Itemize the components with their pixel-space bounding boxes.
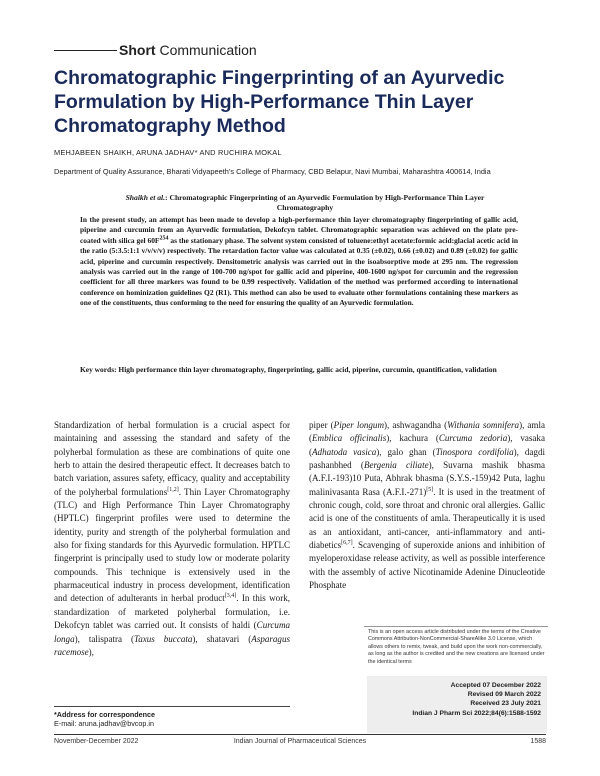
correspondence-label: *Address for correspondence	[54, 710, 156, 719]
abstract: In the present study, an attempt has been made to develop a high-performance thin layer chromatography fingerprinting of gallic acid, piperine and curcumin from an Ayurvedic formulation, Dekofcyn tablet. Chromatographic separation was achieved on the plate pre-coated with silica gel $60F^{254}$ as the stationary phase. The solvent system consisted of toluene:ethyl acetate:formic acid:glacial acetic acid in the ratio (5:3.5:1:1 v/v/v/v) respectively. The retardation factor value was calculated at 0.35 (±0.02), 0.66 (±0.02) and 0.89 (±0.02) for gallic acid, piperine and curcumin respectively. Densitometric analysis was carried out in the isoabsorptive mode at 295 nm. The regression analysis was carried out in the range of 100-700 ng/spot for gallic acid and piperine, 400-1600 ng/spot for curcumin and the regression coefficient for all three markers was found to be 0.99 respectively. Validation of the method was performed according to international conference on hominization guidelines Q2 (R1). This method can also be used to evaluate other formulations containing these markers as one of the constituents, thus conforming to the need for ensuring the quality of an Ayurvedic formulation.	[80, 215, 518, 308]
correspondence-rule	[54, 706, 290, 707]
section-rule	[54, 50, 117, 51]
affiliation: Department of Quality Assurance, Bharati Vidyapeeth’s College of Pharmacy, CBD Belapur, Navi Mumbai, Maharashtra 400614, India	[54, 167, 491, 176]
footer-issue: November-December 2022	[54, 738, 139, 745]
footer-journal: Indian Journal of Pharmaceutical Sciences	[233, 738, 367, 745]
page-number: 1588	[530, 738, 546, 745]
section-label: Short Communication	[119, 42, 257, 58]
body-column-right: piper (Piper longum), ashwagandha (Withania somnifera), amla (Emblica officinalis), kachura (Curcuma zedoria), vasaka (Adhatoda vasica), galo ghan (Tinospora cordifolia), dagdi pashanbhed (Bergenia ciliate), Suvarna mashik bhasma (A.F.I.-193)10 Puta, Abhrak bhasma (S.Y.S.-159)42 Puta, laghu malinivasanta Rasa (A.F.I.-271)[5]. It is used in the treatment of chronic cough, cold, sore throat and chronic oral allergies. Gallic acid is one of the constituents of amla. Therapeutically it is used as an antioxidant, anti-cancer, anti-inflammatory and anti-diabetics[6,7]. Scavenging of superoxide anions and inhibition of myeloperoxidase release activity, as well as possible interference with the assembly of active Nicotinamide Adenine Dinucleotide Phosphate	[309, 420, 545, 591]
correspondence	[54, 710, 155, 729]
revised-date: Revised 09 March 2022	[467, 691, 541, 699]
citation-rest: : Chromatographic Fingerprinting of an Ayurvedic Formulation by High-Performance Thin Layer Chromatography	[165, 193, 485, 212]
license-rule	[364, 626, 548, 627]
citation-authors: Shaikh et al.	[125, 193, 166, 202]
accepted-date: Accepted 07 December 2022	[450, 682, 541, 689]
citation-line	[110, 193, 500, 213]
received-date: Received 23 July 2021	[470, 700, 541, 708]
article-title: Chromatographic Fingerprinting of an Ayurvedic Formulation by High-Performance Thin Layer Chromatography Method	[54, 67, 505, 137]
correspondence-email[interactable]: E-mail: aruna.jadhav@bvcop.in	[54, 719, 154, 729]
keywords: Key words: High performance thin layer chromatography, fingerprinting, gallic acid, piperine, curcumin, quantification, validation	[80, 365, 497, 374]
body-column-left: Standardization of herbal formulation is a crucial aspect for maintaining and assessing the standard and safety of the polyherbal formulation as these are combinations of quite one herb to attain the desired therapeutic effect. It decreases batch to batch variation, assures safety, efficacy, quality and acceptability of the polyherbal formulations[1,2]. Thin Layer Chromatography (TLC) and High Performance Thin Layer Chromatography (HPTLC) fingerprint profiles were used to determine the identity, purity and strength of the polyherbal formulation and also for fixing standards for this Ayurvedic formulation. HPTLC fingerprint is principally used to study low or moderate polarity compounds. This technique is extensively used in the pharmaceutical industry in process development, identification and detection of adulterants in herbal product[3,4]. In this work, standardization of marketed polyherbal formulation, i.e. Dekofcyn tablet was carried out. It consists of haldi (Curcuma longa), talispatra (Taxus buccata), shatavari (Asparagus racemose),	[54, 420, 291, 657]
authors: MEHJABEEN SHAIKH, ARUNA JADHAV* AND RUCHIRA MOKAL	[54, 148, 282, 157]
journal-citation: Indian J Pharm Sci 2022;84(6):1588-1592	[412, 709, 541, 717]
dates-box	[367, 676, 547, 733]
license-notice: This is an open access article distributed under the terms of the Creative Commons Attribution-NonCommercial-ShareAlike 3.0 License, which allows others to remix, tweak, and build upon the work non-commercially, as long as the author is credited and the new creations are licensed under the identical terms	[368, 629, 545, 665]
footer-rule	[54, 734, 546, 735]
